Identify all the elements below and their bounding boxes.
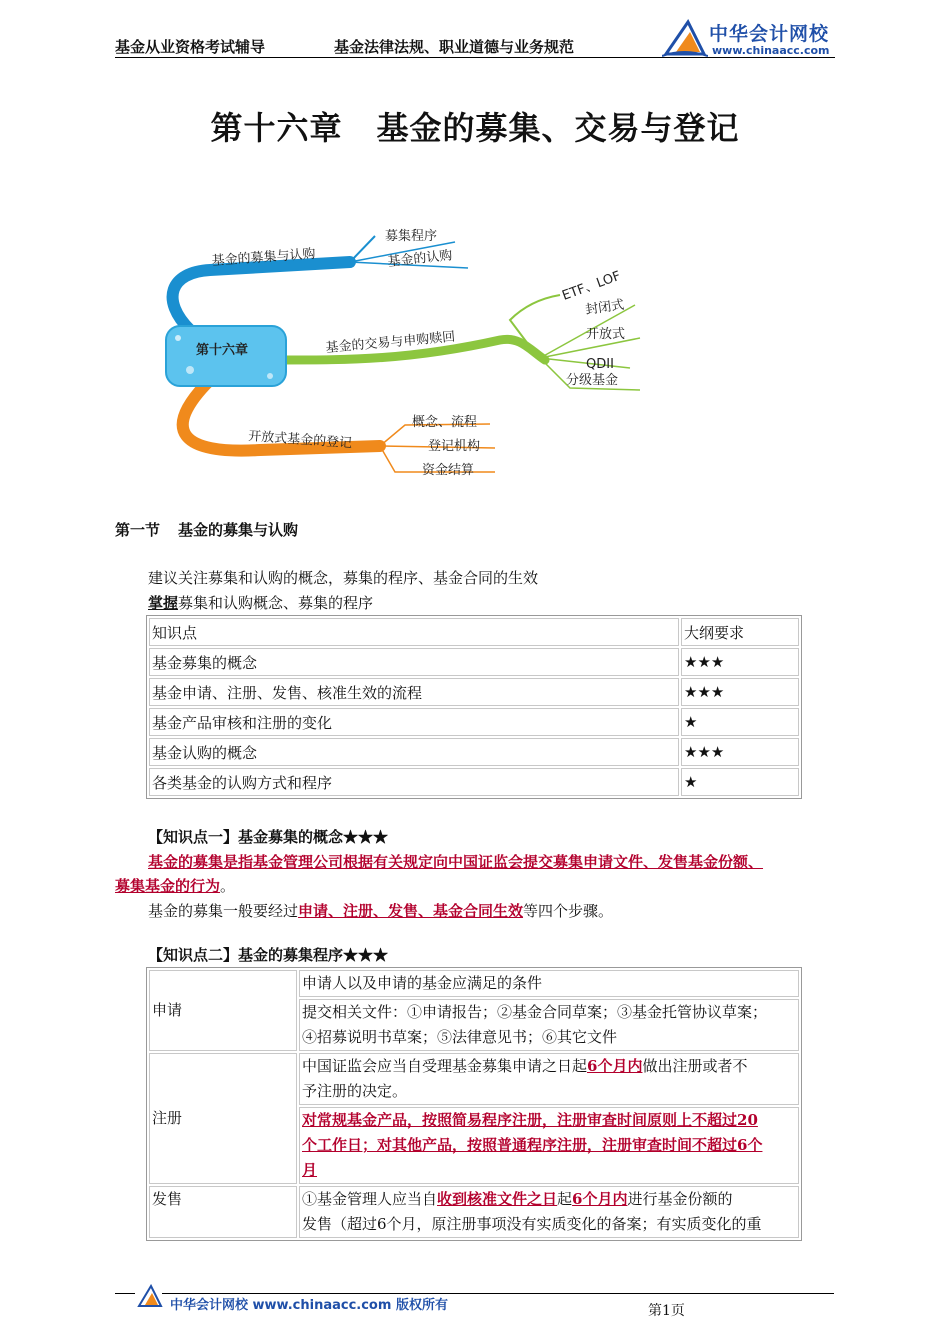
apply-documents: [299, 999, 799, 1051]
knowledge-table: [146, 615, 802, 799]
table-row: [149, 648, 799, 676]
mindmap-branch3: 开放式基金的登记: [247, 429, 353, 452]
header-center: 基金法律法规、职业道德与业务规范: [334, 38, 575, 56]
master-label: 掌握: [148, 594, 179, 612]
apply-conditions: 申请人以及申请的基金应满足的条件: [299, 970, 799, 997]
table-cell: 各类基金的认购方式和程序: [149, 768, 679, 796]
mindmap-branch3-child3: 资金结算: [422, 463, 475, 478]
sale-post: 进行基金份额的: [627, 1190, 733, 1208]
mindmap-branch3-child1: 概念、流程: [412, 415, 478, 430]
register-decision-highlight: 6个月内: [587, 1057, 643, 1075]
table-header-cell: 知识点: [149, 618, 679, 646]
table-header-row: [149, 618, 799, 646]
section-number: 第一节: [115, 521, 161, 539]
register-decision-post: 做出注册或者不: [642, 1057, 748, 1075]
register-decision: [299, 1053, 799, 1105]
procedure-label-apply: 申请: [149, 970, 297, 1051]
kp2-title: 【知识点二】基金的募集程序★★★: [148, 946, 389, 964]
table-cell: 基金认购的概念: [149, 738, 679, 766]
register-decision-pre: 中国证监会应当自受理基金募集申请之日起: [302, 1057, 588, 1075]
footer-rule-left: [115, 1293, 135, 1294]
kp1-title: 【知识点一】基金募集的概念★★★: [148, 828, 389, 846]
table-row: [149, 1053, 799, 1105]
mindmap-branch2-child5: 分级基金: [566, 373, 619, 388]
table-row: [149, 1186, 799, 1238]
mindmap-branch2-child1: ETF、LOF: [560, 268, 623, 304]
kp1-definition-line1: [148, 850, 763, 874]
apply-documents-line1: 提交相关文件：①申请报告；②基金合同草案；③基金托管协议草案；: [302, 1003, 768, 1021]
table-row: [149, 738, 799, 766]
register-timeline-line2: 个工作日；对其他产品，按照普通程序注册，注册审查时间不超过6个: [302, 1136, 763, 1154]
footer-logo-icon: [137, 1284, 163, 1312]
sale-highlight1: 收到核准文件之日: [437, 1190, 558, 1208]
branch1-line: [173, 262, 350, 330]
master-text: 募集和认购概念、募集的程序: [178, 594, 374, 612]
mind-map: [150, 210, 670, 504]
table-row: [149, 970, 799, 997]
chapter-name: 基金的募集、交易与登记: [376, 109, 740, 147]
header-rule: [115, 57, 835, 58]
section-title: [115, 519, 298, 540]
mindmap-branch2-child2: 封闭式: [584, 297, 626, 318]
kp1-steps-post: 等四个步骤。: [523, 902, 614, 920]
mindmap-branch2-child3: 开放式: [586, 327, 626, 342]
logo-name: 中华会计网校: [709, 23, 830, 45]
sale-rule-line1: [302, 1187, 796, 1212]
logo-icon: [662, 18, 708, 62]
table-cell: 基金募集的概念: [149, 648, 679, 676]
register-timeline-line1: 对常规基金产品，按照简易程序注册，注册审查时间原则上不超过20: [302, 1111, 758, 1129]
table-cell: ★★★: [681, 678, 799, 706]
table-cell: ★★★: [681, 648, 799, 676]
sale-rule-line2: 发售（超过6个月，原注册事项没有实质变化的备案；有实质变化的重: [302, 1215, 762, 1233]
kp1-definition-end: 。: [220, 877, 236, 895]
table-row: [149, 708, 799, 736]
section-intro: 建议关注募集和认购的概念，募集的程序、基金合同的生效: [148, 569, 539, 587]
mindmap-branch2: 基金的交易与申购赎回: [325, 329, 456, 356]
chapter-title: [0, 103, 950, 149]
sale-rule: [299, 1186, 799, 1238]
table-cell: 基金产品审核和注册的变化: [149, 708, 679, 736]
sale-mid: 起: [557, 1190, 573, 1208]
footer-copyright: 中华会计网校 www.chinaacc.com 版权所有: [170, 1298, 448, 1313]
mindmap-branch1: 基金的募集与认购: [211, 246, 317, 269]
table-cell: ★★★: [681, 738, 799, 766]
section-name: 基金的募集与认购: [178, 521, 299, 539]
kp1-steps: [148, 899, 613, 923]
register-timeline: [299, 1107, 799, 1184]
kp1-definition-line2: [115, 874, 235, 898]
kp1-definition-highlight2: 募集基金的行为: [115, 877, 221, 895]
mindmap-branch1-child1: 募集程序: [385, 229, 438, 244]
kp1-steps-highlight: 申请、注册、发售、基金合同生效: [298, 902, 524, 920]
procedure-table: [146, 967, 802, 1241]
mindmap-branch1-child2: 基金的认购: [386, 248, 454, 270]
kp1-definition-highlight: 基金的募集是指基金管理公司根据有关规定向中国证监会提交募集申请文件、发售基金份额、: [148, 853, 764, 871]
master-line: [148, 591, 373, 615]
header-left: 基金从业资格考试辅导: [115, 38, 266, 56]
sale-highlight2: 6个月内: [572, 1190, 628, 1208]
table-row: [149, 768, 799, 796]
mindmap-branch3-child2: 登记机构: [428, 439, 481, 454]
table-cell: ★: [681, 708, 799, 736]
register-decision-line2: 予注册的决定。: [302, 1082, 408, 1100]
procedure-label-sale: 发售: [149, 1186, 297, 1238]
register-decision-line1: [302, 1054, 796, 1079]
register-timeline-line3: 月: [302, 1161, 318, 1179]
sale-pre: ①基金管理人应当自: [302, 1190, 438, 1208]
procedure-label-register: 注册: [149, 1053, 297, 1184]
table-row: [149, 678, 799, 706]
kp1-steps-pre: 基金的募集一般要经过: [148, 902, 299, 920]
table-cell: ★: [681, 768, 799, 796]
apply-documents-line2: ④招募说明书草案；⑤法律意见书；⑥其它文件: [302, 1028, 618, 1046]
mindmap-branch2-child4: QDII: [586, 357, 614, 372]
table-header-cell: 大纲要求: [681, 618, 799, 646]
logo-url: www.chinaacc.com: [712, 44, 830, 57]
chapter-number: 第十六章: [210, 109, 343, 147]
page-number: 第1页: [648, 1303, 685, 1319]
mindmap-center-label: 第十六章: [196, 343, 249, 358]
table-cell: 基金申请、注册、发售、核准生效的流程: [149, 678, 679, 706]
